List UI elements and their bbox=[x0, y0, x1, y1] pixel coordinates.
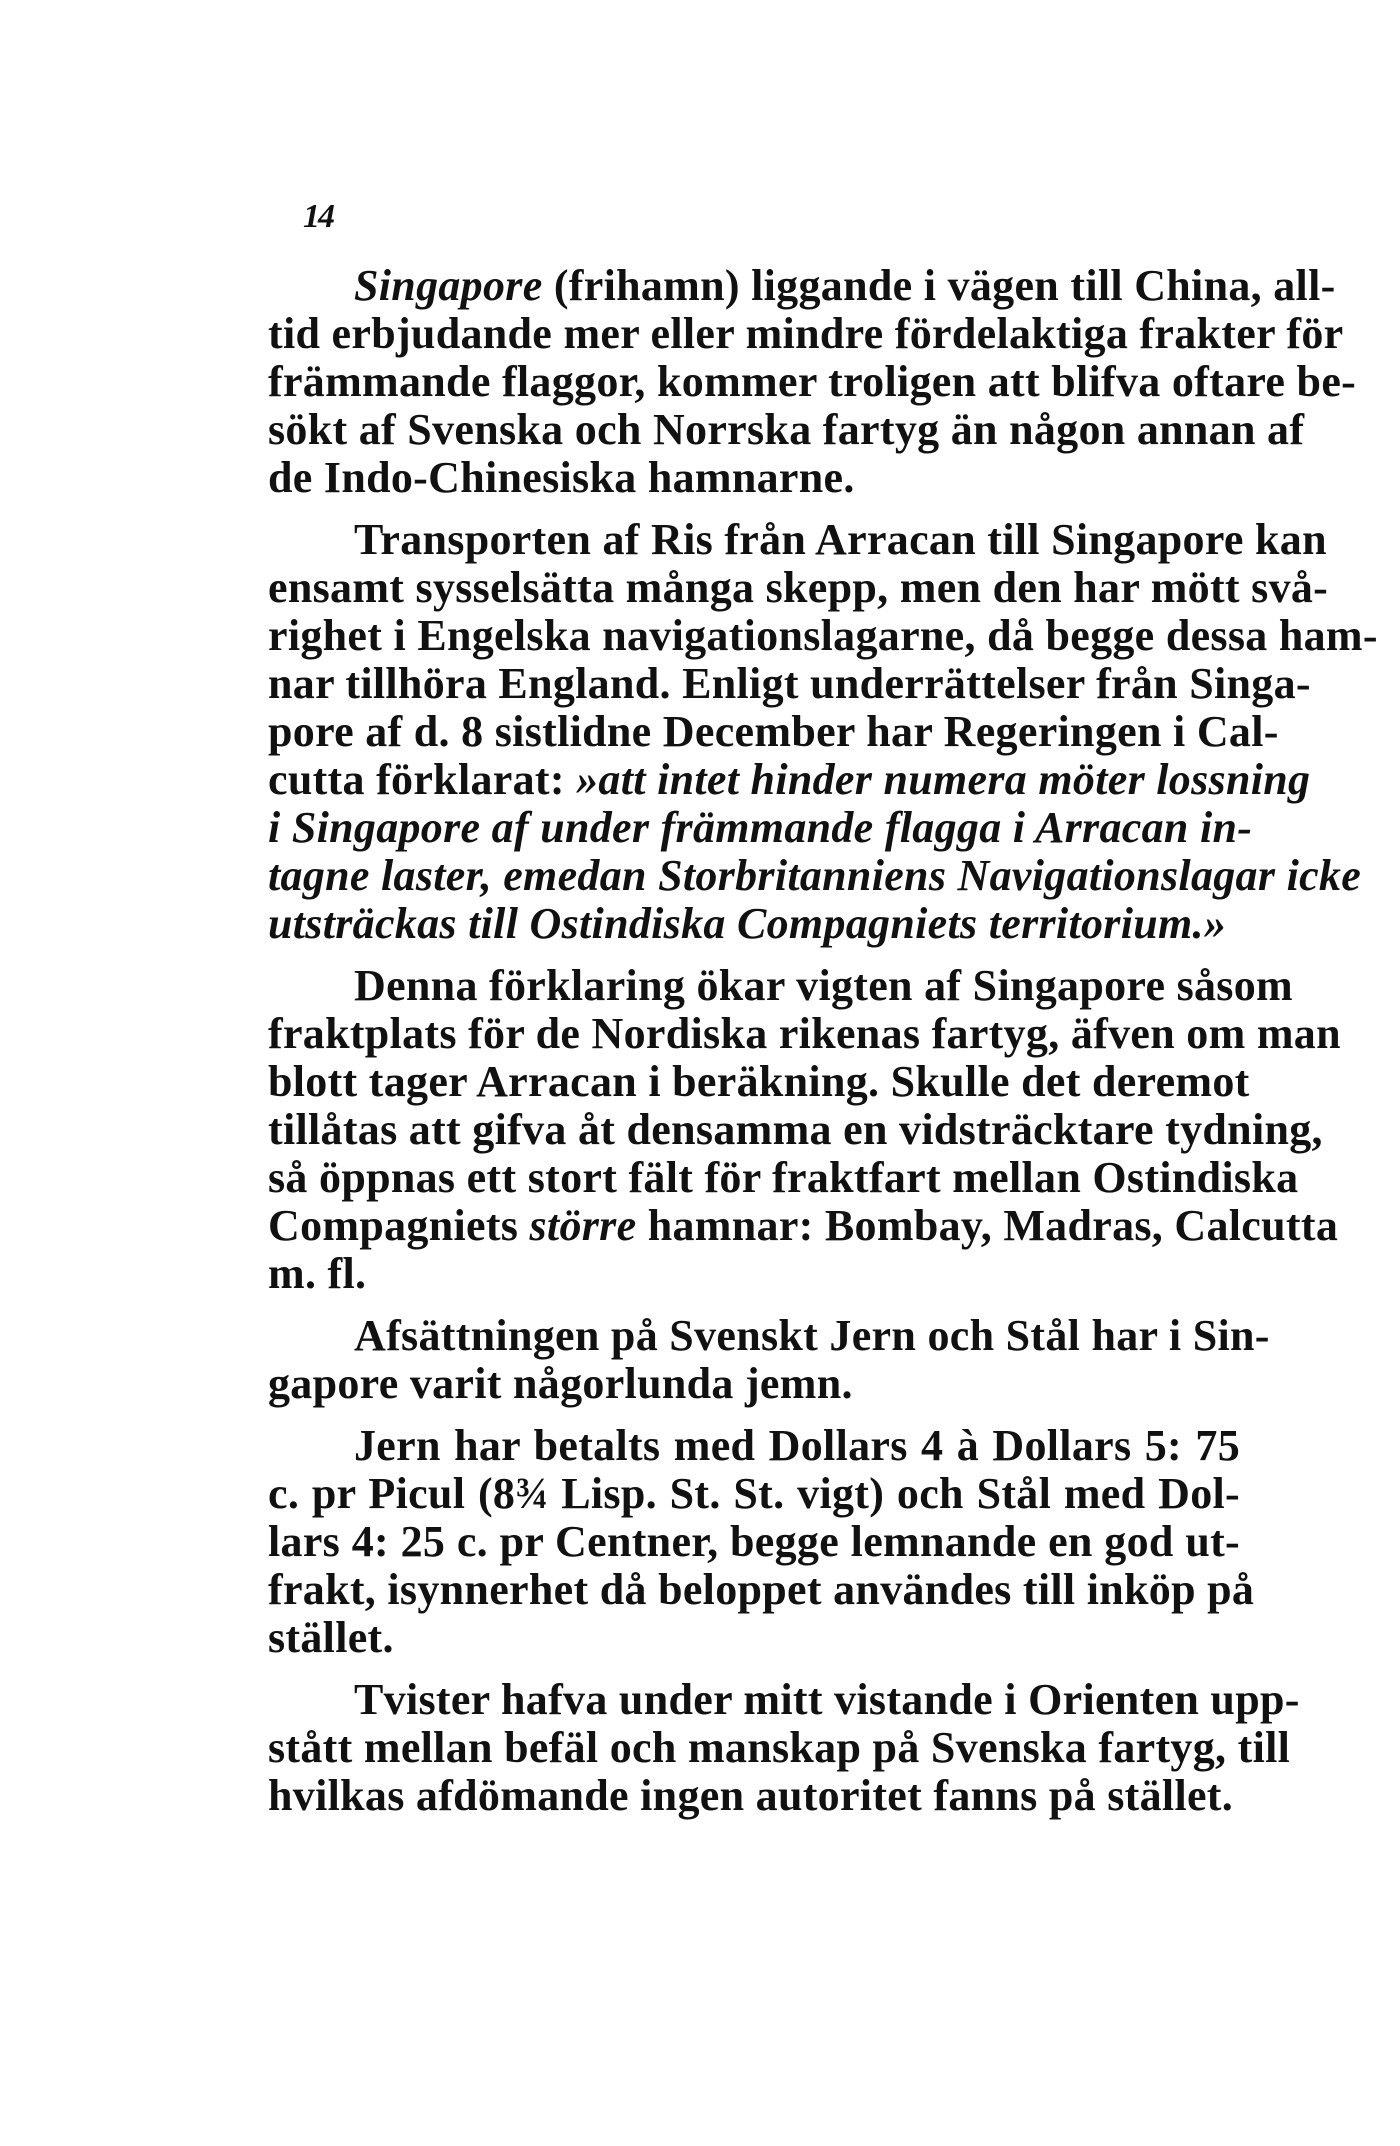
paragraph bbox=[268, 1311, 1270, 1408]
body-text bbox=[268, 261, 1378, 1820]
text-span: nar tillhöra England. Enligt underrättelser från Singa- bbox=[268, 659, 1311, 708]
text-line bbox=[268, 707, 1279, 756]
text-span: de Indo-Chinesiska hamnarne. bbox=[268, 453, 855, 502]
text-line bbox=[268, 1614, 1240, 1662]
text-span: (frihamn) liggande i vägen till China, all- bbox=[542, 261, 1336, 310]
paragraph bbox=[268, 515, 1378, 948]
paragraph-gap bbox=[268, 1408, 1240, 1422]
paragraph bbox=[268, 961, 1341, 1298]
text-span: Denna förklaring ökar vigten af Singapore såsom bbox=[354, 961, 1293, 1010]
text-span: stället. bbox=[268, 1613, 394, 1662]
text-line bbox=[268, 659, 1311, 708]
text-line bbox=[268, 1518, 1240, 1566]
text-line bbox=[268, 1565, 1255, 1614]
text-span: hamnar: Bombay, Madras, Calcutta bbox=[636, 1201, 1339, 1250]
text-span: gapore varit någorlunda jemn. bbox=[268, 1359, 853, 1408]
text-span: pore af d. 8 sistlidne December har Regeringen i Cal- bbox=[268, 707, 1279, 756]
text-span: cutta förklarat: bbox=[268, 755, 577, 804]
text-line bbox=[268, 1105, 1323, 1154]
text-span: så öppnas ett stort fält för fraktfart mellan Ostindiska bbox=[268, 1153, 1299, 1202]
text-line bbox=[268, 1675, 1300, 1724]
paragraph-gap bbox=[268, 1298, 1240, 1312]
text-line bbox=[268, 1422, 1240, 1470]
text-line bbox=[268, 357, 1357, 406]
text-span: ensamt sysselsätta många skepp, men den har mött svå- bbox=[268, 563, 1329, 612]
text-line bbox=[268, 1009, 1341, 1058]
text-span: sökt af Svenska och Norrska fartyg än någon annan af bbox=[268, 405, 1305, 454]
text-line bbox=[268, 515, 1327, 564]
text-span: Tvister hafva under mitt vistande i Orienten upp- bbox=[354, 1675, 1300, 1724]
text-line bbox=[268, 563, 1329, 612]
italic-text: utsträckas till Ostindiska Compagniets territorium.» bbox=[268, 899, 1227, 948]
text-span: c. pr Picul (8¾ Lisp. St. St. vigt) och Stål med Dol- bbox=[268, 1469, 1240, 1518]
paragraph-gap bbox=[268, 948, 1240, 962]
italic-text: »att intet hinder numera möter lossning bbox=[576, 755, 1311, 804]
text-span: Afsättningen på Svenskt Jern och Stål har i Sin- bbox=[354, 1311, 1270, 1360]
text-span: Transporten af Ris från Arracan till Singapore kan bbox=[354, 515, 1327, 564]
text-line bbox=[268, 405, 1305, 454]
text-line bbox=[268, 755, 1311, 804]
text-span: fraktplats för de Nordiska rikenas fartyg, äfven om man bbox=[268, 1009, 1341, 1058]
paragraph-gap bbox=[268, 1662, 1240, 1676]
paragraph bbox=[268, 1675, 1300, 1820]
text-line bbox=[268, 961, 1293, 1010]
text-line bbox=[268, 900, 1240, 948]
text-span: frakt, isynnerhet då beloppet användes till inköp på bbox=[268, 1565, 1255, 1614]
text-line bbox=[268, 1057, 1250, 1106]
italic-text: Singapore bbox=[354, 261, 543, 310]
italic-text: tagne laster, emedan Storbritanniens Navigationslagar icke bbox=[268, 851, 1362, 900]
text-span: stått mellan befäl och manskap på Svenska fartyg, till bbox=[268, 1723, 1291, 1772]
paragraph bbox=[268, 1421, 1255, 1662]
text-span: främmande flaggor, kommer troligen att blifva oftare be- bbox=[268, 357, 1357, 406]
text-line bbox=[268, 611, 1378, 660]
text-line bbox=[268, 309, 1344, 358]
text-span: tid erbjudande mer eller mindre fördelaktiga frakter för bbox=[268, 309, 1344, 358]
text-line bbox=[268, 1250, 1240, 1298]
text-span: lars 4: 25 c. pr Centner, begge lemnande en god ut- bbox=[268, 1517, 1240, 1566]
text-line bbox=[268, 1772, 1240, 1820]
text-span: righet i Engelska navigationslagarne, då begge dessa ham- bbox=[268, 611, 1378, 660]
text-line bbox=[268, 1153, 1299, 1202]
text-line bbox=[268, 803, 1253, 852]
text-span: m. fl. bbox=[268, 1249, 367, 1298]
paragraph-gap bbox=[268, 502, 1240, 516]
text-line bbox=[268, 1470, 1240, 1518]
text-span: hvilkas afdömande ingen autoritet fanns på stället. bbox=[268, 1771, 1234, 1820]
text-line bbox=[268, 1360, 1240, 1408]
text-line bbox=[268, 261, 1336, 310]
italic-text: större bbox=[529, 1201, 637, 1250]
text-span: tillåtas att gifva åt densamma en vidsträcktare tydning, bbox=[268, 1105, 1323, 1154]
paragraph bbox=[268, 261, 1357, 502]
text-line bbox=[268, 454, 1240, 502]
text-span: Jern har betalts med Dollars 4 à Dollars 5: 75 bbox=[354, 1421, 1240, 1470]
text-line bbox=[268, 851, 1362, 900]
text-span: Compagniets bbox=[268, 1201, 530, 1250]
page-number: 14 bbox=[303, 198, 333, 235]
text-line bbox=[268, 1723, 1291, 1772]
text-line bbox=[268, 1201, 1339, 1250]
italic-text: i Singapore af under främmande flagga i Arracan in- bbox=[268, 803, 1253, 852]
text-line bbox=[268, 1311, 1270, 1360]
text-span: blott tager Arracan i beräkning. Skulle det deremot bbox=[268, 1057, 1250, 1106]
